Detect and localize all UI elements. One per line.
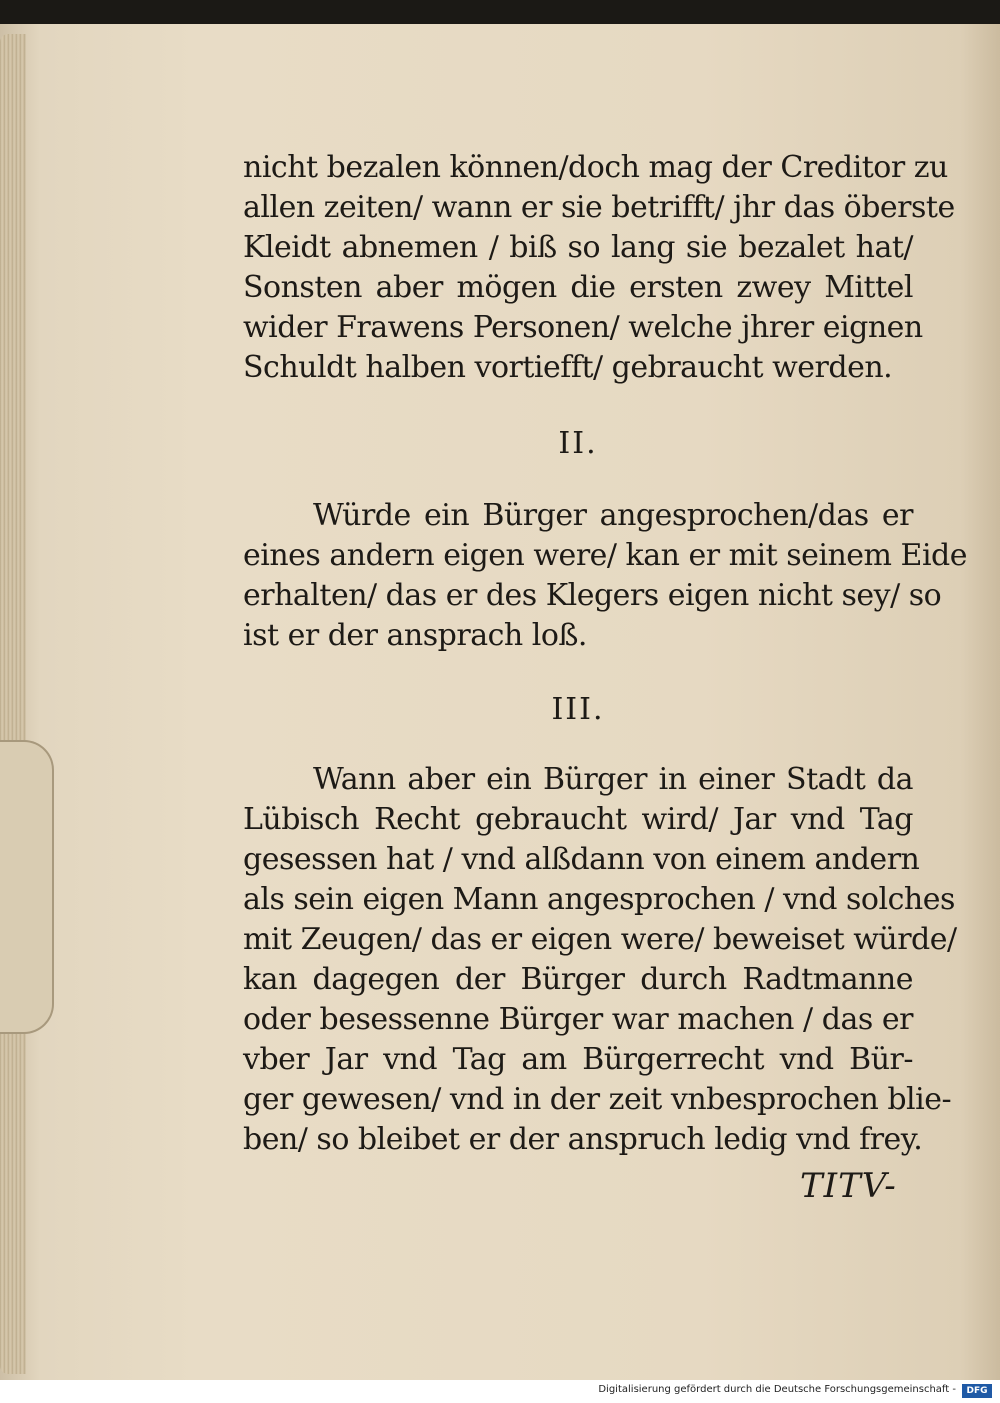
text-line: Kleidt abnemen / biß so lang sie bezalet hat/ [243,230,913,265]
page-clip [0,740,54,1034]
catchword: TITV- [800,1166,897,1206]
dfg-logo: DFG [962,1384,992,1398]
text-line: gesessen hat / vnd alßdann von einem andern [243,842,920,877]
text-line: Wann aber ein Bürger in einer Stadt da [313,762,913,797]
text-line: Schuldt halben vortiefft/ gebraucht werden. [243,350,893,385]
text-line: vber Jar vnd Tag am Bürgerrecht vnd Bür- [243,1042,913,1077]
paragraph-2 [243,496,967,656]
page-text [243,148,967,1160]
text-line: als sein eigen Mann angesprochen / vnd solches [243,882,955,917]
text-line: erhalten/ das er des Klegers eigen nicht sey/ so [243,578,942,613]
section-heading-iii: III. [551,692,605,727]
text-line: allen zeiten/ wann er sie betrifft/ jhr das öberste [243,190,955,225]
text-line: nicht bezalen können/doch mag der Creditor zu [243,150,948,185]
text-line: wider Frawens Personen/ welche jhrer eignen [243,310,923,345]
text-line: oder besessenne Bürger war machen / das er [243,1002,913,1037]
text-line: Lübisch Recht gebraucht wird/ Jar vnd Tag [243,802,913,837]
text-line: ben/ so bleibet er der anspruch ledig vnd frey. [243,1122,923,1157]
text-line: mit Zeugen/ das er eigen were/ beweiset würde/ [243,922,957,957]
text-line: ist er der ansprach loß. [243,618,587,653]
text-line: eines andern eigen were/ kan er mit seinem Eide [243,538,967,573]
footer-credit: Digitalisierung gefördert durch die Deutsche Forschungsgemeinschaft - [598,1384,956,1395]
paragraph-1 [243,148,955,388]
text-line: Sonsten aber mögen die ersten zwey Mittel [243,270,913,305]
text-line: ger gewesen/ vnd in der zeit vnbesprochen blie- [243,1082,952,1117]
text-line: Würde ein Bürger angesprochen/das er [313,498,913,533]
text-line: kan dagegen der Bürger durch Radtmanne [243,962,913,997]
paragraph-3 [243,760,957,1160]
section-heading-ii: II. [558,426,598,461]
page-stack-edge [0,34,26,1374]
